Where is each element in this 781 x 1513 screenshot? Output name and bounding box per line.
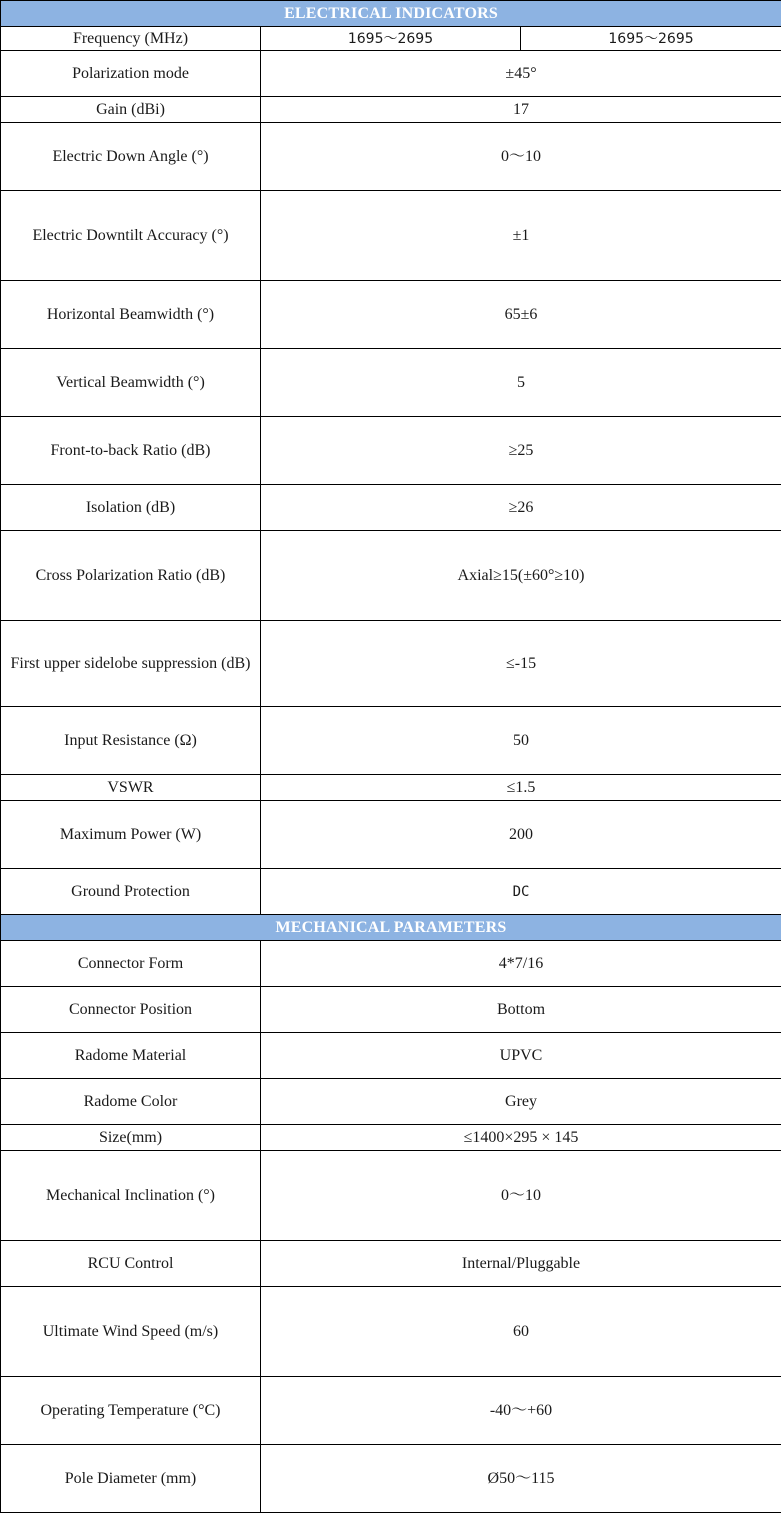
row-label: Maximum Power (W) <box>1 801 261 869</box>
table-row <box>1 191 781 281</box>
table-row <box>1 621 781 707</box>
row-value: ≤-15 <box>261 621 781 707</box>
row-label: Radome Material <box>1 1033 261 1079</box>
table-row <box>1 987 781 1033</box>
row-label: Cross Polarization Ratio (dB) <box>1 531 261 621</box>
row-label: Connector Form <box>1 941 261 987</box>
table-row <box>1 281 781 349</box>
table-row <box>1 123 781 191</box>
row-value: ≥25 <box>261 417 781 485</box>
table-row <box>1 417 781 485</box>
row-label: Isolation (dB) <box>1 485 261 531</box>
table-row <box>1 869 781 915</box>
row-label: Pole Diameter (mm) <box>1 1445 261 1513</box>
row-label: Polarization mode <box>1 51 261 97</box>
row-label: VSWR <box>1 775 261 801</box>
row-value: 0～10 <box>261 123 781 191</box>
row-value: Internal/Pluggable <box>261 1241 781 1287</box>
row-value: 17 <box>261 97 781 123</box>
row-value: 1695～2695 <box>261 27 521 51</box>
row-value: UPVC <box>261 1033 781 1079</box>
row-value: 5 <box>261 349 781 417</box>
table-row <box>1 1125 781 1151</box>
table-row <box>1 775 781 801</box>
row-value: 4*7/16 <box>261 941 781 987</box>
row-label: RCU Control <box>1 1241 261 1287</box>
row-label: Operating Temperature (°C) <box>1 1377 261 1445</box>
row-value: ≥26 <box>261 485 781 531</box>
table-row <box>1 1445 781 1513</box>
row-value: Axial≥15(±60°≥10) <box>261 531 781 621</box>
table-row <box>1 801 781 869</box>
row-value: 200 <box>261 801 781 869</box>
table-row <box>1 485 781 531</box>
section-header-row <box>1 915 781 941</box>
row-value: ±45° <box>261 51 781 97</box>
row-value: ≤1400×295 × 145 <box>261 1125 781 1151</box>
row-label: Electric Downtilt Accuracy (°) <box>1 191 261 281</box>
table-row <box>1 531 781 621</box>
section-title-mechanical: MECHANICAL PARAMETERS <box>1 915 781 941</box>
row-value: Bottom <box>261 987 781 1033</box>
table-row <box>1 349 781 417</box>
table-row <box>1 27 781 51</box>
row-value: 1695～2695 <box>521 27 781 51</box>
row-label: Ground Protection <box>1 869 261 915</box>
row-label: Vertical Beamwidth (°) <box>1 349 261 417</box>
row-label: Front-to-back Ratio (dB) <box>1 417 261 485</box>
row-value: ≤1.5 <box>261 775 781 801</box>
row-label: Electric Down Angle (°) <box>1 123 261 191</box>
row-value: ±1 <box>261 191 781 281</box>
row-value: 60 <box>261 1287 781 1377</box>
table-row <box>1 1241 781 1287</box>
row-label: Gain (dBi) <box>1 97 261 123</box>
table-row <box>1 51 781 97</box>
table-row <box>1 1377 781 1445</box>
row-label: Ultimate Wind Speed (m/s) <box>1 1287 261 1377</box>
row-value: Ø50～115 <box>261 1445 781 1513</box>
row-value: 65±6 <box>261 281 781 349</box>
table-row <box>1 97 781 123</box>
row-value: DC <box>261 869 781 915</box>
section-header-row <box>1 1 781 27</box>
row-value: 50 <box>261 707 781 775</box>
row-label: Connector Position <box>1 987 261 1033</box>
row-value: Grey <box>261 1079 781 1125</box>
row-value: -40～+60 <box>261 1377 781 1445</box>
row-label: Input Resistance (Ω) <box>1 707 261 775</box>
table-row <box>1 1079 781 1125</box>
row-value: 0～10 <box>261 1151 781 1241</box>
row-label: Size(mm) <box>1 1125 261 1151</box>
row-label: Horizontal Beamwidth (°) <box>1 281 261 349</box>
row-label: Radome Color <box>1 1079 261 1125</box>
table-row <box>1 1151 781 1241</box>
section-title-electrical: ELECTRICAL INDICATORS <box>1 1 781 27</box>
table-row <box>1 941 781 987</box>
table-row <box>1 707 781 775</box>
row-label: Mechanical Inclination (°) <box>1 1151 261 1241</box>
table-row <box>1 1287 781 1377</box>
row-label: Frequency (MHz) <box>1 27 261 51</box>
table-row <box>1 1033 781 1079</box>
row-label: First upper sidelobe suppression (dB) <box>1 621 261 707</box>
